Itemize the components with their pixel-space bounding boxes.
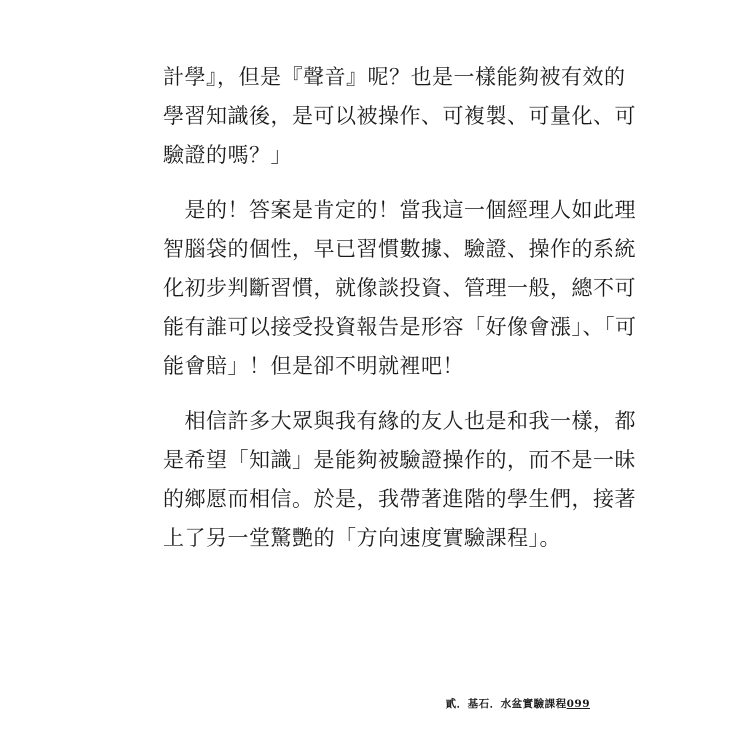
text-line: 能有誰可以接受投資報告是形容「好像會漲」、「可 [163,315,637,339]
text-line: 計學』，但是『聲音』呢？也是一樣能夠被有效的 [163,65,626,89]
paragraph-3 [163,402,636,558]
paragraph-1 [163,58,636,175]
chapter-title: 貳．基石．水盆實驗課程 [445,698,567,710]
text-line: 能會賠」！但是卻不明就裡吧！ [163,354,464,378]
text-line: 學習知識後，是可以被操作、可複製、可量化、可 [163,104,636,128]
text-line: 驗證的嗎？」 [163,143,292,167]
text-line: 的鄉愿而相信。於是，我帶著進階的學生們，接著 [163,487,636,511]
paragraph-2 [163,191,637,386]
text-line: 相信許多大眾與我有緣的友人也是和我一樣，都 [163,409,636,433]
text-line: 是希望「知識」是能夠被驗證操作的，而不是一昧 [163,448,636,472]
body-text [163,58,637,574]
text-line: 化初步判斷習慣，就像談投資、管理一般，總不可 [163,276,636,300]
page-number: 099 [566,698,590,710]
text-line: 智腦袋的個性，早已習慣數據、驗證、操作的系統 [163,237,636,261]
text-line: 上了另一堂驚艷的「方向速度實驗課程」。 [163,526,561,550]
text-line: 是的！答案是肯定的！當我這一個經理人如此理 [163,198,636,222]
page-footer [400,696,590,711]
